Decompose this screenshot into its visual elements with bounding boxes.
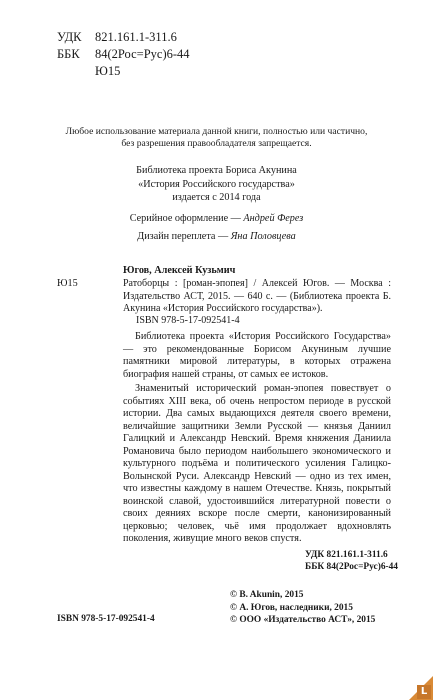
author-heading: Югов, Алексей Кузьмич [123,265,236,276]
annotation-paragraph: Знаменитый исторический роман-эпопея повествует о событиях XIII века, об очень непростом периоде в русской истории. Два самых выдающихся деятеля своего времени, величайшие защитники Земли Русской — князья Даниил Галицкий и Александр Невский. Время княжения Даниила Романовича было периодом наибольшего экономического и культурного подъёма и политического усиления Галицко-Волынской Руси. Александр Невский — одно из тех имен, что известны каждому в нашем Отечестве. Князь, покрытый воинской славой, удостоившийся литературной повести о своих деяниях вскоре после смерти, канонизированный церковью; человек, чьё имя продолжает вдохновлять поколения, живущие много веков спустя. [123,383,391,544]
footer-bbk: ББК 84(2Рос=Рус)6-44 [305,562,398,572]
udk-value: 821.161.1-311.6 [95,30,177,44]
binding-design-credit: Дизайн переплета — Яна Половцева [137,231,296,242]
notice-line: без разрешения правообладателя запрещается. [121,138,312,149]
notice-line: Любое использование материала данной книги, полностью или частично, [65,126,368,137]
classification-block [57,29,190,80]
bibliographic-description: Ратоборцы : [роман-эпопея] / Алексей Югов. — Москва : Издательство АСТ, 2015. — 640 с. — (Библиотека проекта Б. Акунина «История Российского государства»). [123,278,391,314]
logo-icon: L [417,685,431,699]
copyright-line: © ООО «Издательство АСТ», 2015 [230,615,376,625]
isbn: ISBN 978-5-17-092541-4 [136,315,240,326]
series-designer: Андрей Ферез [243,213,304,224]
copyright-line: © B. Akunin, 2015 [230,590,304,600]
library-line: Библиотека проекта Бориса Акунина [136,165,297,176]
copyright-lines [230,589,375,627]
series-design-credit: Серийное оформление — Андрей Ферез [129,213,304,224]
udk-line [57,29,190,46]
bbk-line [57,46,190,63]
udk-label: УДК [57,30,82,44]
footer-classification [305,549,398,573]
binding-designer: Яна Половцева [230,231,296,242]
footer-udk: УДК 821.161.1-311.6 [305,550,388,560]
library-line: «История Российского государства» [138,178,295,190]
bibliographic-code: Ю15 [57,278,78,289]
copyright-notice [0,126,433,150]
library-line: издается с 2014 года [172,192,261,203]
library-info [0,164,433,205]
author-code: Ю15 [95,64,121,78]
copyright-line: © А. Югов, наследники, 2015 [230,602,353,613]
bbk-label: ББК [57,47,80,61]
bbk-value: 84(2Рос=Рус)6-44 [95,47,190,61]
annotation-paragraph: Библиотека проекта «История Российского Государства» — это рекомендованные Борисом Акуниным лучшие памятники мировой литературы, в которых отражена биография нашей страны, от самых ее истоков. [123,331,391,380]
footer-isbn: ISBN 978-5-17-092541-4 [57,614,155,624]
